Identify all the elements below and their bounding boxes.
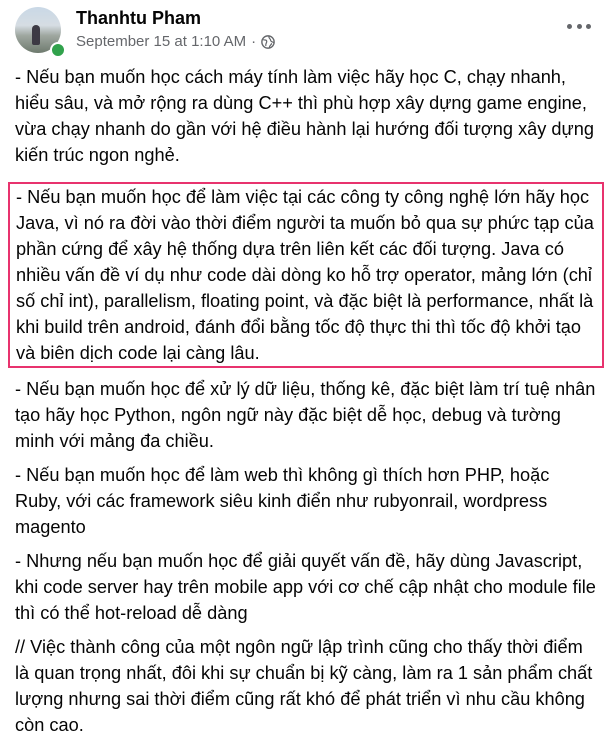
meta-separator: · bbox=[251, 33, 257, 50]
post-paragraph: - Nhưng nếu bạn muốn học để giải quyết vấn đề, hãy dùng Javascript, khi code server hay trên mobile app với cơ chế cập nhật cho module file thì có thể hot-reload dễ dàng bbox=[15, 551, 596, 623]
post-timestamp[interactable]: September 15 at 1:10 AM bbox=[76, 33, 247, 50]
globe-icon[interactable] bbox=[261, 35, 275, 49]
highlighted-paragraph: - Nếu bạn muốn học để làm việc tại các công ty công nghệ lớn hãy học Java, vì nó ra đời vào thời điểm người ta muốn bỏ qua sự phức tạp của phần cứng để xây hệ thống dựa trên liên kết các đối tượng. Java có nhiều vấn đề ví dụ như code dài dòng ko hỗ trợ operator, mảng lớn (chỉ số chỉ int), parallelism, floating point, và đặc biệt là performance, nhất là khi build trên android, đánh đổi bằng tốc độ thực thi thì tốc độ khởi tạo và biên dịch code lại càng lâu. bbox=[8, 182, 604, 368]
post-paragraph: - Nếu bạn muốn học cách máy tính làm việc hãy học C, chạy nhanh, hiểu sâu, và mở rộng ra dùng C++ thì phù hợp xây dựng game engine, vừa chạy nhanh do gần với hệ điều hành lại hướng đối tượng xây dựng kiến trúc ngon nghẻ. bbox=[15, 67, 594, 165]
post-paragraph: // Việc thành công của một ngôn ngữ lập trình cũng cho thấy thời điểm là quan trọng nhất, đôi khi sự chuẩn bị kỹ càng, làm ra 1 sản phẩm chất lượng nhưng sai thời điểm cũng rất khó để phát triển vì nhu cầu không còn cao. bbox=[15, 637, 593, 735]
avatar-person-figure bbox=[32, 25, 40, 45]
more-options-icon[interactable] bbox=[567, 21, 591, 31]
online-status-indicator bbox=[50, 42, 66, 58]
post-meta bbox=[76, 33, 275, 51]
post-paragraph: - Nếu bạn muốn học để xử lý dữ liệu, thống kê, đặc biệt làm trí tuệ nhân tạo hãy học Python, ngôn ngữ này đặc biệt dễ học, debug và tường minh với mảng đa chiều. bbox=[15, 379, 596, 451]
post-header bbox=[15, 7, 594, 53]
author-name[interactable]: Thanhtu Pham bbox=[76, 8, 201, 28]
post-paragraph: - Nếu bạn muốn học để làm web thì không gì thích hơn PHP, hoặc Ruby, với các framework siêu kinh điển như rubyonrail, wordpress magento bbox=[15, 465, 550, 537]
post-body bbox=[15, 64, 597, 746]
